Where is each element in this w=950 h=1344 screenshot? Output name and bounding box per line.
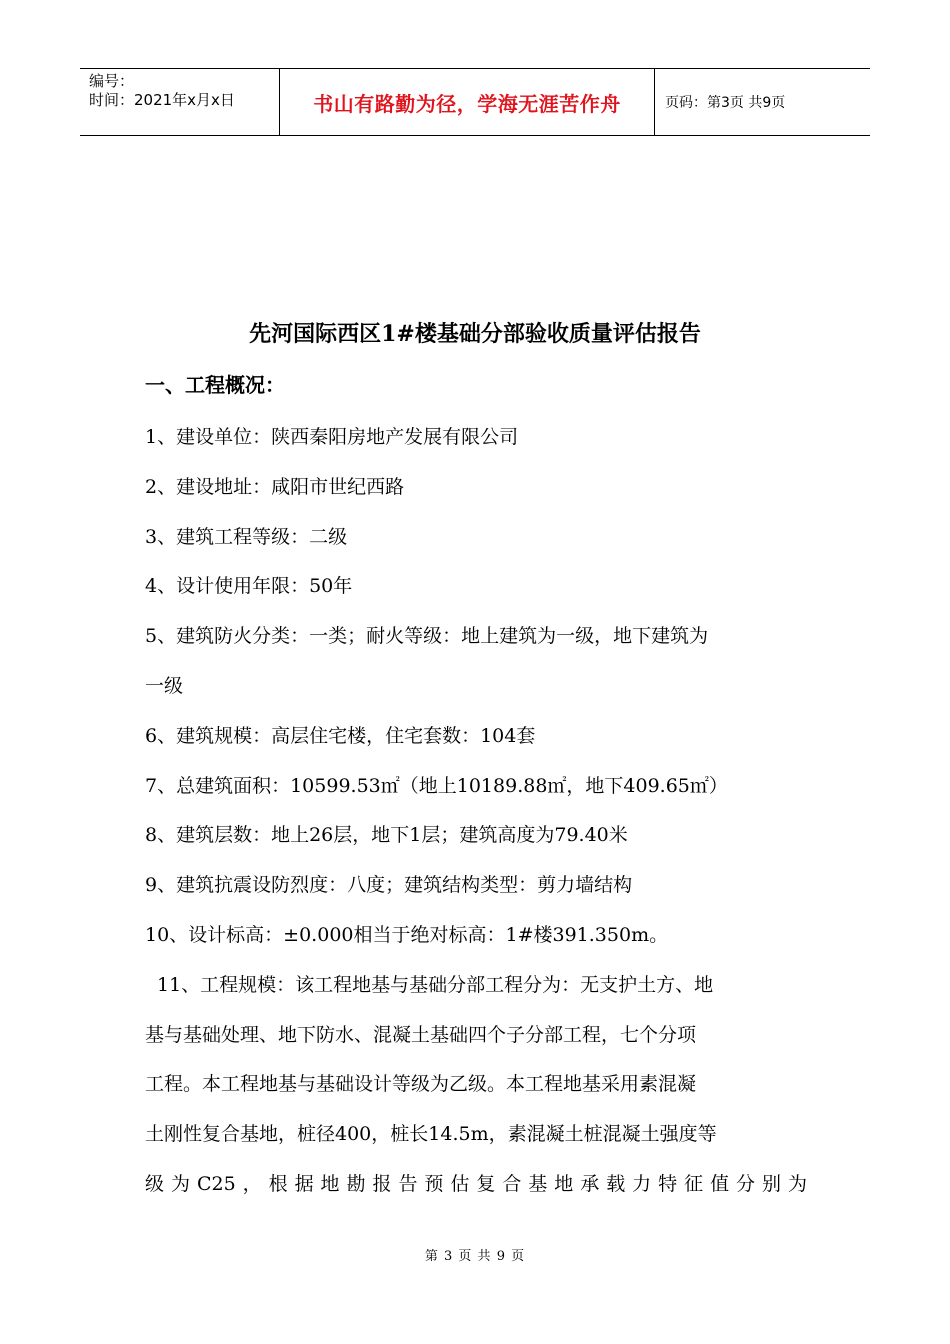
header-page-code: 页码：第3页 共9页: [665, 95, 786, 111]
body-line: 工程。本工程地基与基础设计等级为乙级。本工程地基采用素混凝: [145, 1073, 697, 1096]
header-motto: 书山有路勤为径，学海无涯苦作舟: [280, 69, 655, 135]
body-line: 10、设计标高：±0.000相当于绝对标高：1#楼391.350m。: [145, 923, 669, 946]
body-line: 土刚性复合基地，桩径400，桩长14.5m，素混凝土桩混凝土强度等: [145, 1123, 717, 1146]
body-line: 6、建筑规模：高层住宅楼，住宅套数：104套: [145, 724, 536, 747]
header-meta: [80, 69, 280, 135]
body-line: 级为C25，根据地勘报告预估复合基地承载力特征值分别为: [145, 1172, 807, 1195]
document-title: 先河国际西区1#楼基础分部验收质量评估报告: [249, 321, 701, 347]
body-line: 8、建筑层数：地上26层，地下1层；建筑高度为79.40米: [145, 824, 628, 847]
body-line: 2、建设地址：咸阳市世纪西路: [145, 475, 405, 498]
document-body: [145, 413, 807, 1210]
body-line: 3、建筑工程等级：二级: [145, 525, 348, 548]
body-line: 基与基础处理、地下防水、混凝土基础四个子分部工程，七个分项: [145, 1023, 697, 1046]
date-label: 时间：2021年x月x日: [89, 91, 235, 109]
body-line: 一级: [145, 674, 184, 697]
number-label: 编号：: [89, 72, 135, 90]
body-line: 9、建筑抗震设防烈度：八度；建筑结构类型：剪力墙结构: [145, 874, 633, 897]
body-line: 5、建筑防火分类：一类；耐火等级：地上建筑为一级，地下建筑为: [145, 625, 709, 648]
section-heading: 一、工程概况：: [145, 373, 285, 397]
page-header: [80, 68, 870, 136]
page-footer: 第 3 页 共 9 页: [424, 1249, 526, 1264]
body-line: 4、设计使用年限：50年: [145, 575, 353, 598]
body-line: 1、建设单位：陕西秦阳房地产发展有限公司: [145, 426, 519, 448]
body-line: 11、工程规模：该工程地基与基础分部工程分为：无支护土方、地: [157, 973, 714, 996]
body-line: 7、总建筑面积：10599.53㎡（地上10189.88㎡，地下409.65㎡）: [145, 774, 728, 797]
